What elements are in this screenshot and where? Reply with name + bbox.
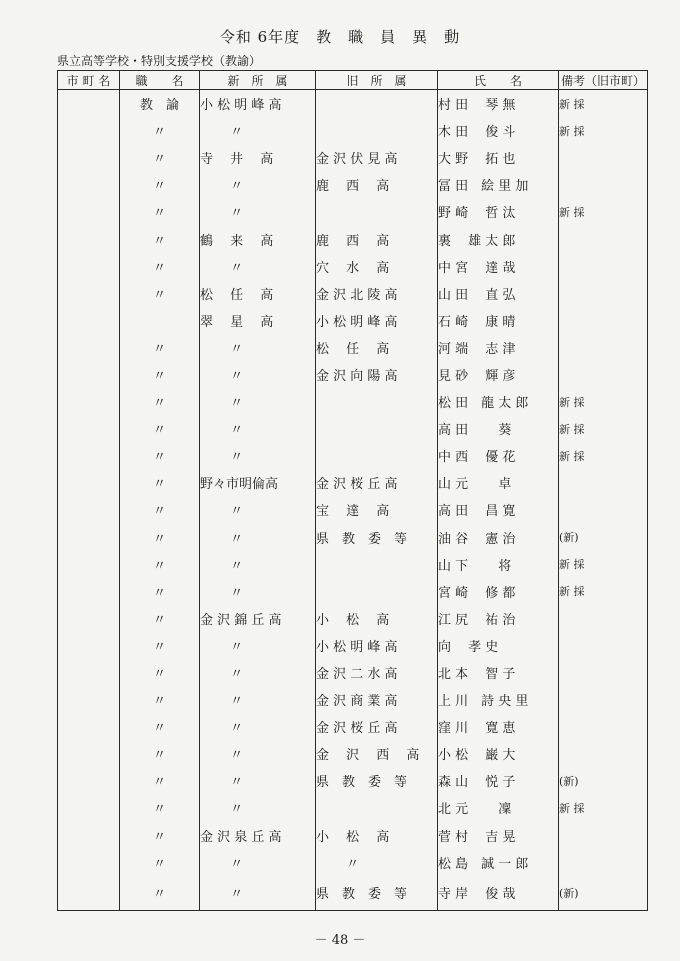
table-row — [58, 713, 648, 740]
cell-name: 窪 川 寛 恵 — [438, 713, 559, 740]
cell-city — [58, 198, 120, 225]
table-row — [58, 849, 648, 876]
document-subtitle: 県立高等学校・特別支援学校（教諭） — [57, 54, 262, 68]
cell-note — [559, 144, 648, 171]
cell-old-post: 県 教 委 等 — [316, 876, 438, 911]
table-row — [58, 659, 648, 686]
cell-note — [559, 822, 648, 849]
cell-note — [559, 253, 648, 280]
cell-new-post: 〃 — [200, 334, 316, 361]
cell-note — [559, 632, 648, 659]
cell-name: 河 端 志 津 — [438, 334, 559, 361]
table-header-row — [58, 71, 648, 90]
header-new-post: 新 所 属 — [200, 71, 316, 90]
cell-new-post: 〃 — [200, 415, 316, 442]
cell-name: 北 元 凜 — [438, 794, 559, 821]
cell-position: 〃 — [120, 794, 200, 821]
cell-position: 教 論 — [120, 90, 200, 118]
cell-new-post: 〃 — [200, 578, 316, 605]
table-row — [58, 442, 648, 469]
cell-old-post — [316, 551, 438, 578]
cell-new-post: 鶴 来 高 — [200, 225, 316, 252]
cell-position: 〃 — [120, 632, 200, 659]
table-row — [58, 686, 648, 713]
cell-old-post: 小 松 高 — [316, 822, 438, 849]
cell-position: 〃 — [120, 713, 200, 740]
header-note: 備考（旧市町） — [559, 71, 648, 90]
table-row — [58, 469, 648, 496]
cell-new-post: 〃 — [200, 849, 316, 876]
cell-note: (新) — [559, 524, 648, 551]
table-row — [58, 822, 648, 849]
cell-position: 〃 — [120, 225, 200, 252]
cell-name: 裏 雄 太 郎 — [438, 225, 559, 252]
cell-position: 〃 — [120, 442, 200, 469]
cell-new-post: 寺 井 高 — [200, 144, 316, 171]
table-row — [58, 578, 648, 605]
cell-city — [58, 90, 120, 118]
cell-name: 向 孝 史 — [438, 632, 559, 659]
cell-city — [58, 469, 120, 496]
cell-city — [58, 253, 120, 280]
cell-name: 上 川 詩 央 里 — [438, 686, 559, 713]
header-name: 氏 名 — [438, 71, 559, 90]
personnel-table — [57, 70, 648, 911]
document-title: 令和 6年度 教 職 員 異 動 — [219, 28, 461, 46]
cell-new-post: 〃 — [200, 659, 316, 686]
cell-note — [559, 469, 648, 496]
cell-old-post: 穴 水 高 — [316, 253, 438, 280]
cell-note: 新 採 — [559, 415, 648, 442]
cell-name: 中 宮 達 哉 — [438, 253, 559, 280]
table-row — [58, 117, 648, 144]
cell-new-post: 〃 — [200, 876, 316, 911]
cell-new-post: 小 松 明 峰 高 — [200, 90, 316, 118]
cell-note: 新 採 — [559, 117, 648, 144]
cell-position: 〃 — [120, 524, 200, 551]
cell-old-post: 小 松 明 峰 高 — [316, 632, 438, 659]
cell-name: 松 田 龍 太 郎 — [438, 388, 559, 415]
cell-old-post: 鹿 西 高 — [316, 171, 438, 198]
cell-position: 〃 — [120, 849, 200, 876]
cell-note — [559, 307, 648, 334]
cell-position: 〃 — [120, 578, 200, 605]
cell-note: 新 採 — [559, 388, 648, 415]
cell-name: 大 野 拓 也 — [438, 144, 559, 171]
cell-new-post: 〃 — [200, 442, 316, 469]
cell-position: 〃 — [120, 117, 200, 144]
cell-city — [58, 361, 120, 388]
cell-old-post: 鹿 西 高 — [316, 225, 438, 252]
table-row — [58, 551, 648, 578]
cell-new-post: 〃 — [200, 740, 316, 767]
table-row — [58, 280, 648, 307]
cell-position: 〃 — [120, 334, 200, 361]
cell-name: 石 崎 康 晴 — [438, 307, 559, 334]
cell-city — [58, 794, 120, 821]
table-body — [58, 90, 648, 911]
cell-new-post: 野々市明倫高 — [200, 469, 316, 496]
cell-city — [58, 740, 120, 767]
cell-old-post — [316, 117, 438, 144]
cell-old-post: 〃 — [316, 849, 438, 876]
table-row — [58, 144, 648, 171]
cell-note: 新 採 — [559, 442, 648, 469]
cell-name: 木 田 俊 斗 — [438, 117, 559, 144]
cell-note — [559, 713, 648, 740]
cell-position: 〃 — [120, 659, 200, 686]
table-row — [58, 253, 648, 280]
cell-note — [559, 361, 648, 388]
cell-note — [559, 496, 648, 523]
cell-old-post — [316, 415, 438, 442]
cell-old-post: 金 沢 西 高 — [316, 740, 438, 767]
cell-old-post: 金 沢 伏 見 高 — [316, 144, 438, 171]
cell-new-post: 〃 — [200, 253, 316, 280]
cell-new-post: 〃 — [200, 496, 316, 523]
table-row — [58, 198, 648, 225]
cell-new-post: 〃 — [200, 198, 316, 225]
cell-note — [559, 740, 648, 767]
cell-city — [58, 686, 120, 713]
cell-name: 寺 岸 俊 哉 — [438, 876, 559, 911]
cell-position: 〃 — [120, 822, 200, 849]
cell-new-post: 〃 — [200, 794, 316, 821]
cell-name: 村 田 琴 無 — [438, 90, 559, 118]
cell-position: 〃 — [120, 740, 200, 767]
cell-note: 新 採 — [559, 578, 648, 605]
cell-name: 森 山 悦 子 — [438, 767, 559, 794]
table-row — [58, 361, 648, 388]
cell-new-post: 〃 — [200, 713, 316, 740]
table-row — [58, 794, 648, 821]
cell-position: 〃 — [120, 144, 200, 171]
cell-name: 北 本 智 子 — [438, 659, 559, 686]
cell-name: 中 西 優 花 — [438, 442, 559, 469]
cell-new-post: 〃 — [200, 524, 316, 551]
cell-city — [58, 551, 120, 578]
cell-position: 〃 — [120, 686, 200, 713]
table-row — [58, 524, 648, 551]
cell-name: 冨 田 絵 里 加 — [438, 171, 559, 198]
cell-name: 野 崎 哲 汰 — [438, 198, 559, 225]
cell-position: 〃 — [120, 171, 200, 198]
cell-new-post: 〃 — [200, 551, 316, 578]
cell-old-post — [316, 198, 438, 225]
cell-position: 〃 — [120, 198, 200, 225]
header-position: 職 名 — [120, 71, 200, 90]
table-row — [58, 307, 648, 334]
cell-old-post: 県 教 委 等 — [316, 767, 438, 794]
cell-note — [559, 849, 648, 876]
cell-new-post: 松 任 高 — [200, 280, 316, 307]
cell-new-post: 〃 — [200, 686, 316, 713]
cell-new-post: 〃 — [200, 767, 316, 794]
cell-new-post: 〃 — [200, 171, 316, 198]
table-row — [58, 876, 648, 911]
cell-new-post: 〃 — [200, 388, 316, 415]
cell-position: 〃 — [120, 415, 200, 442]
table-row — [58, 90, 648, 118]
cell-city — [58, 876, 120, 911]
table-row — [58, 388, 648, 415]
table-row — [58, 225, 648, 252]
cell-city — [58, 524, 120, 551]
cell-name: 菅 村 吉 晃 — [438, 822, 559, 849]
table-row — [58, 334, 648, 361]
table-row — [58, 740, 648, 767]
cell-note — [559, 686, 648, 713]
cell-name: 小 松 巌 大 — [438, 740, 559, 767]
cell-city — [58, 767, 120, 794]
cell-old-post: 宝 達 高 — [316, 496, 438, 523]
cell-name: 山 元 卓 — [438, 469, 559, 496]
cell-position — [120, 307, 200, 334]
cell-old-post — [316, 90, 438, 118]
cell-city — [58, 605, 120, 632]
cell-note — [559, 171, 648, 198]
cell-city — [58, 334, 120, 361]
table-row — [58, 605, 648, 632]
table-row — [58, 171, 648, 198]
cell-new-post: 翠 星 高 — [200, 307, 316, 334]
cell-city — [58, 415, 120, 442]
cell-name: 油 谷 憲 治 — [438, 524, 559, 551]
cell-city — [58, 388, 120, 415]
cell-old-post: 金 沢 二 水 高 — [316, 659, 438, 686]
cell-name: 宮 崎 修 都 — [438, 578, 559, 605]
cell-name: 高 田 昌 寛 — [438, 496, 559, 523]
header-old-post: 旧 所 属 — [316, 71, 438, 90]
table-row — [58, 496, 648, 523]
cell-name: 山 下 将 — [438, 551, 559, 578]
cell-note — [559, 605, 648, 632]
cell-new-post: 金 沢 泉 丘 高 — [200, 822, 316, 849]
cell-old-post: 金 沢 商 業 高 — [316, 686, 438, 713]
cell-city — [58, 225, 120, 252]
cell-note — [559, 334, 648, 361]
cell-name: 山 田 直 弘 — [438, 280, 559, 307]
cell-note — [559, 659, 648, 686]
cell-position: 〃 — [120, 876, 200, 911]
cell-old-post — [316, 442, 438, 469]
cell-city — [58, 632, 120, 659]
cell-old-post: 小 松 高 — [316, 605, 438, 632]
cell-note: (新) — [559, 767, 648, 794]
cell-position: 〃 — [120, 469, 200, 496]
cell-note — [559, 225, 648, 252]
cell-position: 〃 — [120, 388, 200, 415]
table-row — [58, 415, 648, 442]
cell-old-post: 県 教 委 等 — [316, 524, 438, 551]
cell-city — [58, 822, 120, 849]
cell-new-post: 〃 — [200, 117, 316, 144]
cell-note: 新 採 — [559, 198, 648, 225]
cell-position: 〃 — [120, 361, 200, 388]
cell-name: 江 尻 祐 治 — [438, 605, 559, 632]
cell-position: 〃 — [120, 767, 200, 794]
cell-old-post: 金 沢 桜 丘 高 — [316, 469, 438, 496]
table-row — [58, 767, 648, 794]
cell-city — [58, 713, 120, 740]
cell-city — [58, 496, 120, 523]
cell-new-post: 〃 — [200, 632, 316, 659]
cell-position: 〃 — [120, 551, 200, 578]
cell-note — [559, 280, 648, 307]
cell-old-post: 小 松 明 峰 高 — [316, 307, 438, 334]
cell-city — [58, 849, 120, 876]
cell-old-post — [316, 578, 438, 605]
cell-old-post: 松 任 高 — [316, 334, 438, 361]
cell-old-post — [316, 794, 438, 821]
cell-name: 松 島 誠 一 郎 — [438, 849, 559, 876]
cell-city — [58, 307, 120, 334]
cell-city — [58, 659, 120, 686]
cell-name: 高 田 葵 — [438, 415, 559, 442]
cell-city — [58, 280, 120, 307]
table-row — [58, 632, 648, 659]
cell-note: 新 採 — [559, 794, 648, 821]
cell-note: 新 採 — [559, 551, 648, 578]
cell-old-post — [316, 388, 438, 415]
cell-city — [58, 578, 120, 605]
cell-old-post: 金 沢 北 陵 高 — [316, 280, 438, 307]
cell-position: 〃 — [120, 280, 200, 307]
cell-city — [58, 117, 120, 144]
cell-new-post: 〃 — [200, 361, 316, 388]
page-number: － 48 － — [314, 933, 366, 948]
cell-city — [58, 442, 120, 469]
cell-position: 〃 — [120, 496, 200, 523]
cell-old-post: 金 沢 桜 丘 高 — [316, 713, 438, 740]
cell-city — [58, 171, 120, 198]
cell-position: 〃 — [120, 253, 200, 280]
cell-note: 新 採 — [559, 90, 648, 118]
cell-name: 見 砂 輝 彦 — [438, 361, 559, 388]
cell-new-post: 金 沢 錦 丘 高 — [200, 605, 316, 632]
cell-old-post: 金 沢 向 陽 高 — [316, 361, 438, 388]
cell-position: 〃 — [120, 605, 200, 632]
header-city: 市 町 名 — [58, 71, 120, 90]
cell-city — [58, 144, 120, 171]
cell-note: (新) — [559, 876, 648, 911]
